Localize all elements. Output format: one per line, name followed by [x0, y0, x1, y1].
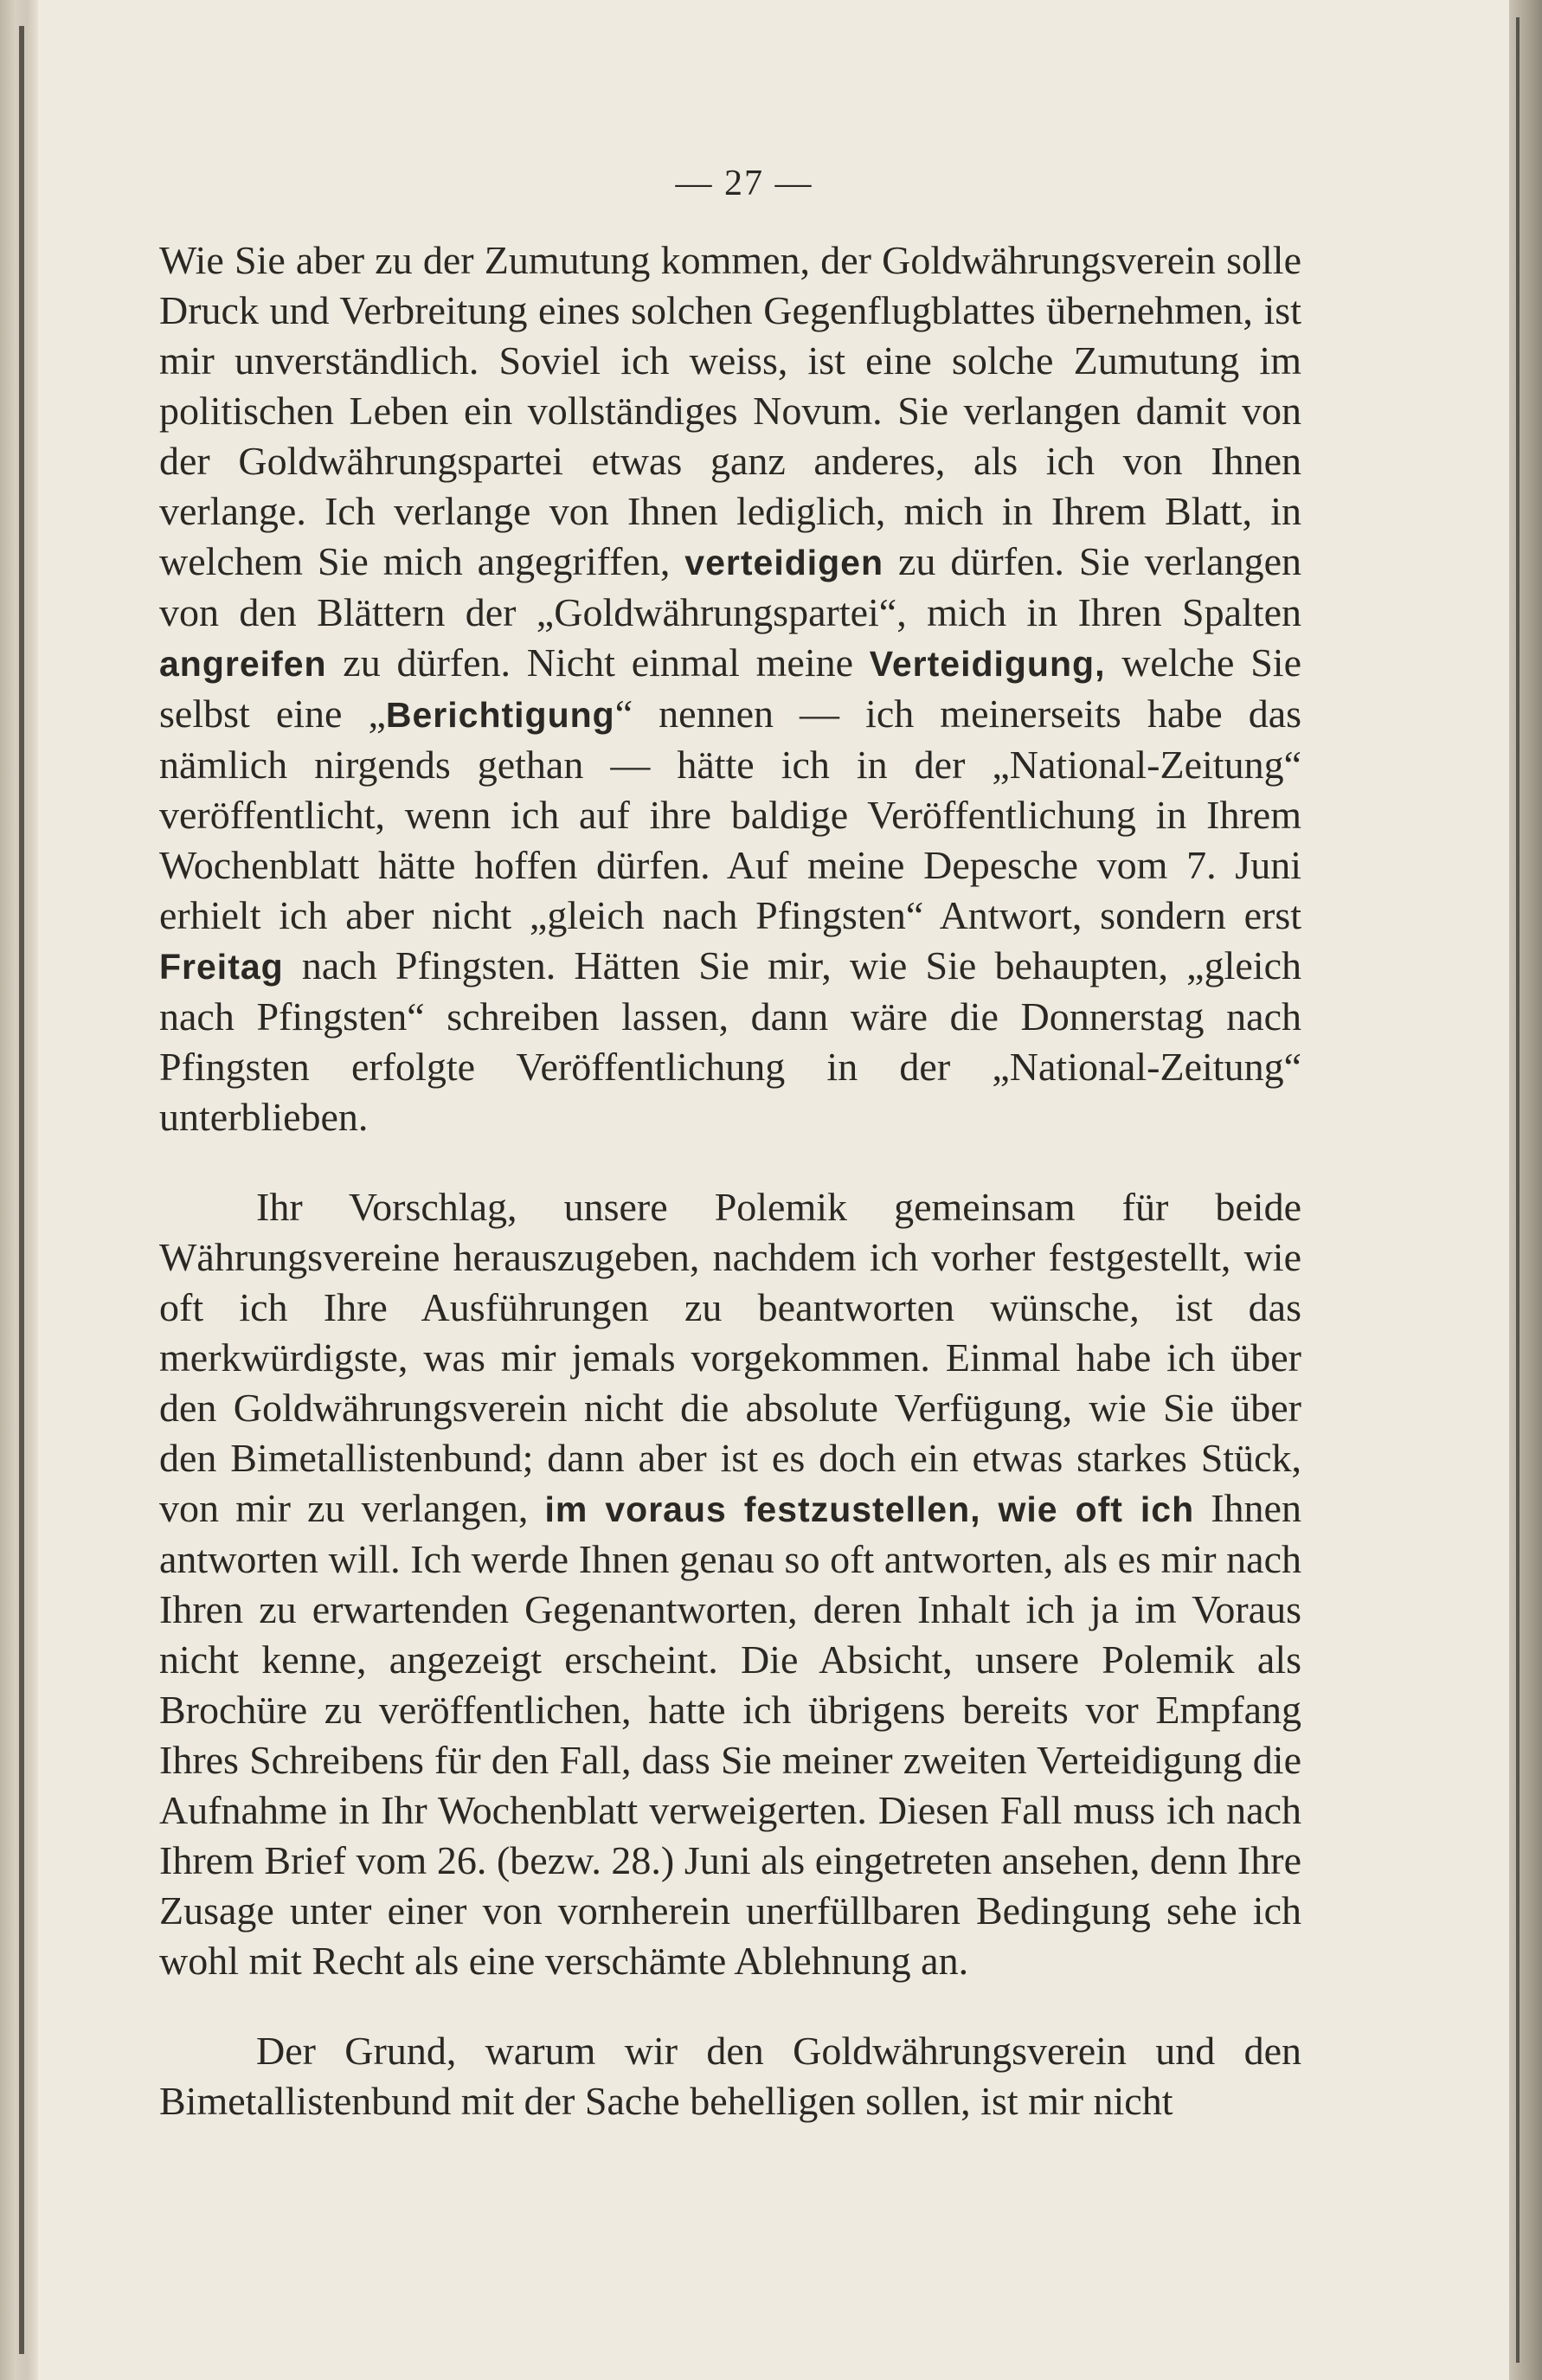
text-segment: zu dürfen. Nicht einmal meine: [326, 640, 870, 685]
text-segment: zu dürfen. Sie verlangen von den Blättern der „Goldwährungspartei“, mich in Ihren Spalten: [159, 539, 1301, 634]
text-segment: Ihr Vorschlag, unsere Polemik gemeinsam für beide Währungsvereine herauszugeben, nachdem ich vorher festgestellt, wie oft ich Ihre Ausführungen zu beantworten wünsche, ist das merkwürdigste, was mir jemals vorgekommen. Einmal habe ich über den Goldwährungsverein nicht die absolute Verfügung, wie Sie über den Bimetallistenbund; dann aber ist es doch ein etwas starkes Stück, von mir zu verlangen,: [159, 1185, 1301, 1530]
text-segment: Der Grund, warum wir den Goldwährungsverein und den Bimetallistenbund mit der Sache behelligen sollen, ist mir nicht: [159, 2029, 1301, 2123]
page-edge-shadow: [1516, 17, 1520, 2363]
page-number: — 27 —: [675, 164, 813, 203]
text-segment: “ nennen — ich meinerseits habe das nämlich nirgends gethan — hätte ich in der „National-Zeitung“ veröffentlicht, wenn ich auf ihre baldige Veröffentlichung in Ihrem Wochenblatt hätte hoffen dürfen. Auf meine Depesche vom 7. Juni erhielt ich aber nicht „gleich nach Pfingsten“ Antwort, sondern erst: [159, 691, 1302, 937]
text-segment: welche Sie selbst eine „: [159, 640, 1301, 736]
text-segment: nach Pfingsten. Hätten Sie mir, wie Sie behaupten, „gleich nach Pfingsten“ schreiben lassen, dann wäre die Donnerstag nach Pfingsten erfolgte Veröffentlichung in der „National-Zeitung“ unterblieben.: [159, 943, 1301, 1139]
text-segment: Ihnen antworten will. Ich werde Ihnen genau so oft antworten, als es mir nach Ihren zu erwartenden Gegenantworten, deren Inhalt ich ja im Voraus nicht kenne, angezeigt erscheint. Die Absicht, unsere Polemik als Brochüre zu veröffentlichen, hatte ich übrigens bereits vor Empfang Ihres Schreibens für den Fall, dass Sie meiner zweiten Verteidigung die Aufnahme in Ihr Wochenblatt verweigerten. Diesen Fall muss ich nach Ihrem Brief vom 26. (bezw. 28.) Juni als eingetreten ansehen, denn Ihre Zusage unter einer von vornherein unerfüllbaren Bedingung sehe ich wohl mit Recht als eine verschämte Ablehnung an.: [159, 1486, 1301, 1983]
page-edge: [1509, 0, 1542, 2380]
emphasized-word: Verteidigung,: [869, 644, 1106, 684]
emphasized-word: Berichtigung: [385, 695, 615, 735]
paragraph-2: [159, 1182, 1301, 1986]
emphasized-word: angreifen: [159, 644, 327, 684]
emphasized-word: verteidigen: [684, 543, 884, 582]
text-segment: Wie Sie aber zu der Zumutung kommen, der Goldwährungsverein solle Druck und Verbreitung eines solchen Gegenflugblattes übernehmen, ist mir unverständlich. Soviel ich weiss, ist eine solche Zumutung im politischen Leben ein vollständiges Novum. Sie verlangen damit von der Goldwährungspartei etwas ganz anderes, als ich von Ihnen verlange. Ich verlange von Ihnen lediglich, mich in Ihrem Blatt, in welchem Sie mich angegriffen,: [159, 238, 1301, 583]
binding-shadow: [19, 26, 24, 2354]
emphasized-word: Freitag: [159, 947, 284, 987]
body-text: [159, 235, 1301, 2126]
emphasized-phrase: im voraus festzustellen, wie oft ich: [544, 1489, 1195, 1529]
paragraph-3: [159, 2026, 1301, 2126]
paragraph-1: [159, 235, 1301, 1142]
